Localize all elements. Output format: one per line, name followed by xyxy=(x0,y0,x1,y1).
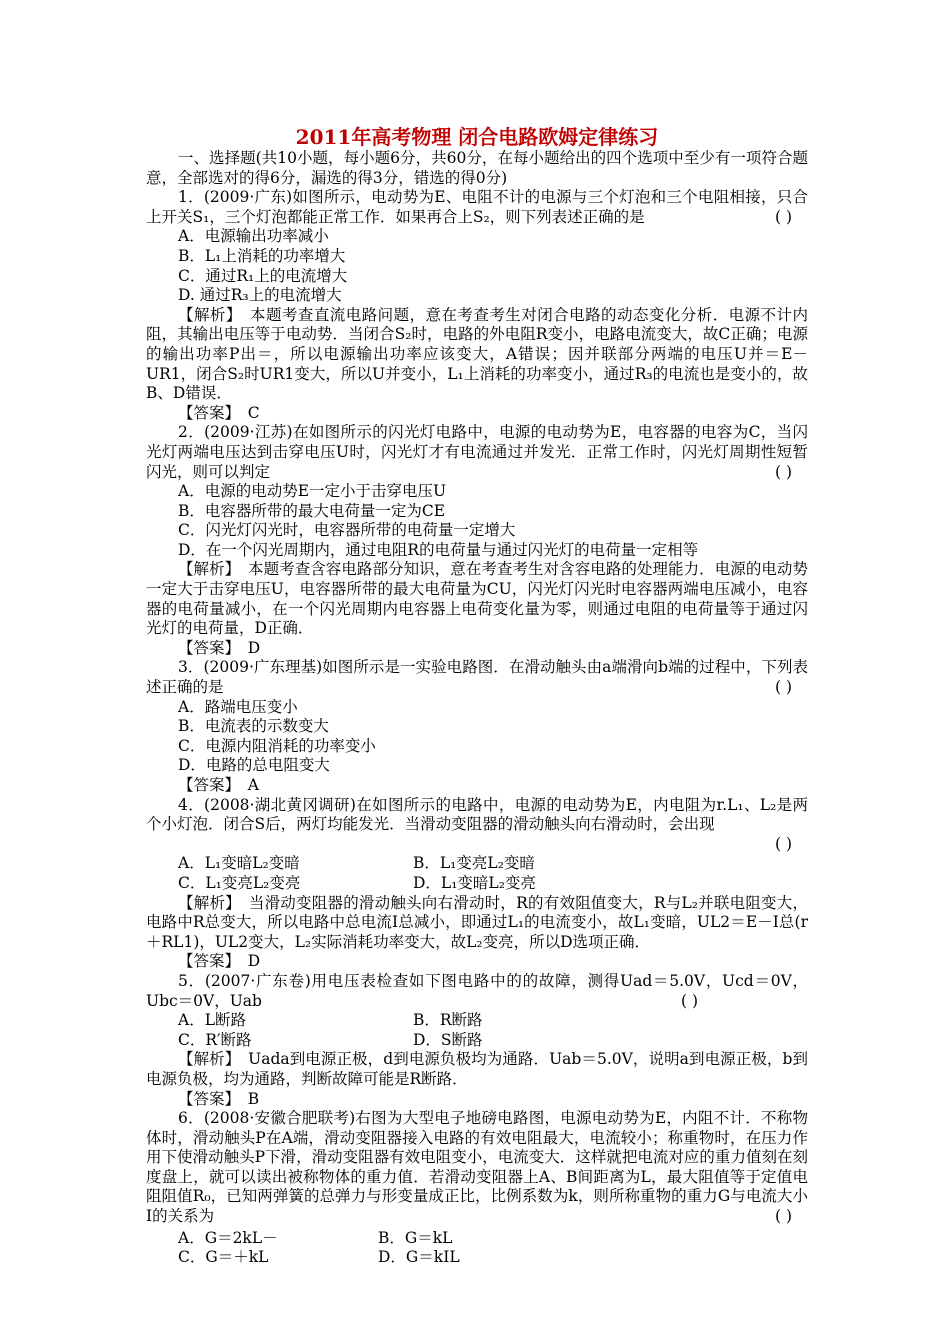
section-header: 一、选择题(共10小题，每小题6分，共60分，在每小题给出的四个选项中至少有一项符合题意，全部选对的得6分，漏选的得3分，错选的得0分) xyxy=(146,149,808,187)
q1-option-c: C．通过R₁上的电流增大 xyxy=(178,266,348,285)
q2-option-d: D．在一个闪光周期内，通过电阻R的电荷量与通过闪光灯的电荷量一定相等 xyxy=(178,540,699,559)
q2-option-c: C．闪光灯闪光时，电容器所带的电荷量一定增大 xyxy=(178,521,516,540)
q1-answer: 【答案】 C xyxy=(178,403,260,422)
document-page xyxy=(146,125,808,1268)
q5-option-a: A．L断路 xyxy=(178,1011,246,1030)
q4-option-b: B．L₁变亮L₂变暗 xyxy=(413,854,535,873)
q2-option-b: B．电容器所带的最大电荷量一定为CE xyxy=(178,501,446,520)
question-2-stem: 2．(2009·江苏)在如图所示的闪光灯电路中，电源的电动势为E，电容器的电容为C，当闪光灯两端电压达到击穿电压U时，闪光灯才有电流通过并发光．正常工作时，闪光灯周期性短暂闪光，则可以判定 ( ) xyxy=(146,423,808,481)
q4-options-row-2 xyxy=(146,874,808,894)
q6-option-c: C．G＝＋kL xyxy=(178,1248,269,1267)
q4-analysis: 【解析】 当滑动变阻器的滑动触头向右滑动时，R的有效阻值变大，R与L₂并联电阻变大，电路中R总变大，所以电路中总电流I总减小，即通过L₁的电流变小，故L₁变暗，UL2＝E－I总(r＋RL1)，UL2变大，L₂实际消耗功率变大，故L₂变亮，所以D选项正确． xyxy=(146,893,808,951)
q5-answer: 【答案】 B xyxy=(178,1089,260,1108)
q1-option-b: B．L₁上消耗的功率增大 xyxy=(178,246,346,265)
q6-option-a: A．G＝2kL－ xyxy=(178,1228,278,1247)
answer-bracket: ( ) xyxy=(774,1207,792,1226)
q6-option-b: B．G＝kL xyxy=(378,1228,453,1247)
q2-option-a: A．电源的电动势E一定小于击穿电压U xyxy=(178,482,447,501)
answer-bracket: ( ) xyxy=(774,207,792,226)
q1-analysis: 【解析】 本题考查直流电路问题，意在考查考生对闭合电路的动态变化分析．电源不计内阻，其输出电压等于电动势．当闭合S₂时，电路的外电阻R变小，电路电流变大，故C正确；电源的输出功率P出＝，所以电源输出功率应该变大，A错误；因并联部分两端的电压U并＝E－UR1，闭合S₂时UR1变大，所以U并变小，L₁上消耗的功率变小，通过R₃的电流也是变小的，故B、D错误． xyxy=(146,305,808,403)
q3-option-c: C．电源内阻消耗的功率变小 xyxy=(178,736,376,755)
answer-bracket: ( ) xyxy=(680,991,698,1010)
page-title: 2011年高考物理 闭合电路欧姆定律练习 xyxy=(295,125,659,149)
q5-option-b: B．R断路 xyxy=(413,1011,483,1030)
q2-analysis: 【解析】 本题考查含容电路部分知识，意在考查考生对含容电路的处理能力．电源的电动势一定大于击穿电压U，电容器所带的最大电荷量为CU，闪光灯闪光时电容器两端电压减小，电容器的电荷量减小，在一个闪光周期内电容器上电荷变化量为零，则通过电阻的电荷量等于通过闪光灯的电荷量，D正确． xyxy=(146,560,808,638)
q1-option-d: D. 通过R₃上的电流增大 xyxy=(178,286,342,305)
q3-answer: 【答案】 A xyxy=(178,776,259,794)
question-5-stem: 5．(2007·广东卷)用电压表检查如下图电路中的的故障，测得Uad＝5.0V，Ucd＝0V，Ubc＝0V，Uab ( ) xyxy=(146,971,808,1010)
q4-option-d: D．L₁变暗L₂变亮 xyxy=(413,873,536,892)
q4-option-a: A．L₁变暗L₂变暗 xyxy=(178,854,300,873)
answer-bracket: ( ) xyxy=(774,462,792,481)
q1-option-a: A．电源输出功率减小 xyxy=(178,227,329,246)
q5-options-row-1 xyxy=(146,1011,808,1031)
q5-option-c: C．R′断路 xyxy=(178,1030,252,1049)
q5-option-d: D．S断路 xyxy=(413,1030,483,1049)
q6-options-row-2 xyxy=(146,1248,808,1268)
q3-option-b: B．电流表的示数变大 xyxy=(178,717,329,736)
question-1-stem: 1．(2009·广东)如图所示，电动势为E、电阻不计的电源与三个灯泡和三个电阻相接，只合上开关S₁，三个灯泡都能正常工作．如果再合上S₂，则下列表述正确的是 ( ) xyxy=(146,188,808,226)
q5-options-row-2 xyxy=(146,1031,808,1051)
q4-answer: 【答案】 D xyxy=(178,952,261,971)
question-3-stem: 3．(2009·广东理基)如图所示是一实验电路图．在滑动触头由a端滑向b端的过程中，下列表述正确的是 ( ) xyxy=(146,658,808,697)
q6-option-d: D．G＝kIL xyxy=(378,1248,460,1267)
q5-analysis: 【解析】 Uada到电源正极，d到电源负极均为通路．Uab＝5.0V，说明a到电源正极，b到电源负极，均为通路，判断故障可能是R断路． xyxy=(146,1050,808,1088)
answer-bracket: ( ) xyxy=(774,834,792,853)
q4-option-c: C．L₁变亮L₂变亮 xyxy=(178,873,301,892)
q3-option-a: A．路端电压变小 xyxy=(178,697,298,716)
question-4-stem: 4．(2008·湖北黄冈调研)在如图所示的电路中，电源的电动势为E，内电阻为r.L₁、L₂是两个小灯泡．闭合S后，两灯均能发光．当滑动变阻器的滑动触头向右滑动时，会出现 xyxy=(146,795,808,834)
q4-options-row-1 xyxy=(146,854,808,874)
question-6-stem: 6．(2008·安徽合肥联考)右图为大型电子地磅电路图，电源电动势为E，内阻不计．不称物体时，滑动触头P在A端，滑动变阻器接入电路的有效电阻最大，电流较小；称重物时，在压力作用下使滑动触头P下滑，滑动变阻器有效电阻变小，电流变大．这样就把电流对应的重力值刻在刻度盘上，就可以读出被称物体的重力值．若滑动变阻器上A、B间距离为L，最大阻值等于定值电阻阻值R₀，已知两弹簧的总弹力与形变量成正比，比例系数为k，则所称重物的重力G与电流大小I的关系为 ( ) xyxy=(146,1109,808,1226)
q6-options-row-1 xyxy=(146,1229,808,1249)
q2-answer: 【答案】 D xyxy=(178,638,261,657)
q3-option-d: D．电路的总电阻变大 xyxy=(178,756,330,775)
answer-bracket: ( ) xyxy=(774,678,792,697)
